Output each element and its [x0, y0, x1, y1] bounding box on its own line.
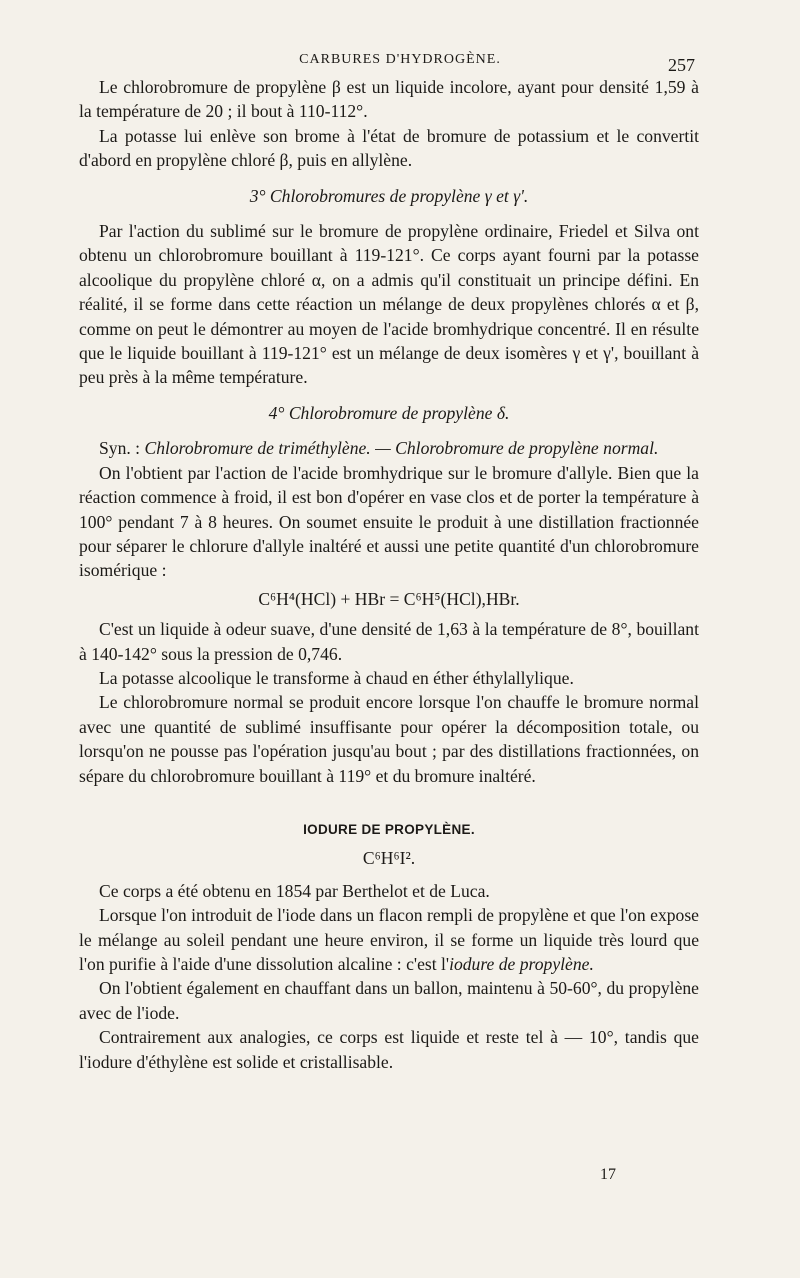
- paragraph-text: Lorsque l'on introduit de l'iode dans un flacon rempli de propylène et que l'on expose le mélange au soleil pendant une heure environ, il se forme un liquide très lourd que l'on purifie à l'aide d'une dissolution alcaline : c'est l': [79, 905, 699, 974]
- paragraph: [79, 903, 699, 976]
- paragraph: La potasse lui enlève son brome à l'état de bromure de potassium et le convertit d'abord en propylène chloré β, puis en allylène.: [79, 125, 699, 171]
- paragraph: Le chlorobromure normal se produit encore lorsque l'on chauffe le bromure normal avec une quantité de sublimé insuffisante pour opérer la décomposition totale, ou lorsqu'on ne pousse pas l'opération jusqu'au bout ; par des distillations fractionnées, on sépare du chlorobromure bouillant à 119° et du bromure inaltéré.: [79, 692, 699, 786]
- synonym-line: [79, 436, 699, 460]
- paragraph-italic: iodure de propylène.: [449, 954, 594, 974]
- paragraph: Contrairement aux analogies, ce corps est liquide et reste tel à — 10°, tandis que l'iodure d'éthylène est solide et cristallisable.: [79, 1027, 699, 1072]
- signature-mark: 17: [600, 1166, 616, 1183]
- page-number: 257: [668, 55, 695, 75]
- chapter-formula: C⁶H⁶I².: [362, 848, 416, 869]
- section-heading: 4° Chlorobromure de propylène δ.: [268, 402, 510, 423]
- paragraph: C'est un liquide à odeur suave, d'une densité de 1,63 à la température de 8°, bouillant à 140-142° sous la pression de 0,746.: [79, 619, 699, 664]
- section-heading: 3° Chlorobromures de propylène γ et γ'.: [249, 185, 529, 206]
- paragraph: Par l'action du sublimé sur le bromure de propylène ordinaire, Friedel et Silva ont obtenu un chlorobromure bouillant à 119-121°. Ce corps ayant fourni par la potasse alcoolique du propylène chloré α, on a admis qu'il constituait un principe défini. En réalité, il se forme dans cette réaction un mélange de deux propylènes chlorés α et β, comme on peut le démontrer au moyen de l'acide bromhydrique concentré. Il en résulte que le liquide bouillant à 119-121° est un mélange de deux isomères γ et γ', bouillant à peu près à la même température.: [79, 221, 699, 388]
- running-title: CARBURES D'HYDROGÈNE.: [299, 52, 501, 67]
- chemical-equation: C⁶H⁴(HCl) + HBr = C⁶H⁵(HCl),HBr.: [258, 588, 520, 609]
- chapter-heading: IODURE DE PROPYLÈNE.: [303, 821, 475, 837]
- paragraph: La potasse alcoolique le transforme à chaud en éther éthylallylique.: [99, 667, 574, 688]
- paragraph: Ce corps a été obtenu en 1854 par Berthelot et de Luca.: [99, 880, 490, 901]
- paragraph: On l'obtient par l'action de l'acide bromhydrique sur le bromure d'allyle. Bien que la réaction commence à froid, il est bon d'opérer en vase clos et de porter la température à 100° pendant 7 à 8 heures. On soumet ensuite le produit à une distillation fractionnée pour séparer le chlorure d'allyle inaltéré et aussi une petite quantité d'un chlorobromure isomérique :: [79, 462, 699, 581]
- paragraph: On l'obtient également en chauffant dans un ballon, maintenu à 50-60°, du propylène avec de l'iode.: [79, 978, 699, 1023]
- synonym-names: Chlorobromure de triméthylène. — Chlorobromure de propylène normal.: [144, 438, 659, 459]
- page-header: [0, 52, 800, 76]
- paragraph: Le chlorobromure de propylène β est un liquide incolore, ayant pour densité 1,59 à la température de 20 ; il bout à 110-112°.: [79, 77, 699, 122]
- synonym-prefix: Syn. :: [99, 438, 145, 459]
- body-text: [79, 75, 699, 1074]
